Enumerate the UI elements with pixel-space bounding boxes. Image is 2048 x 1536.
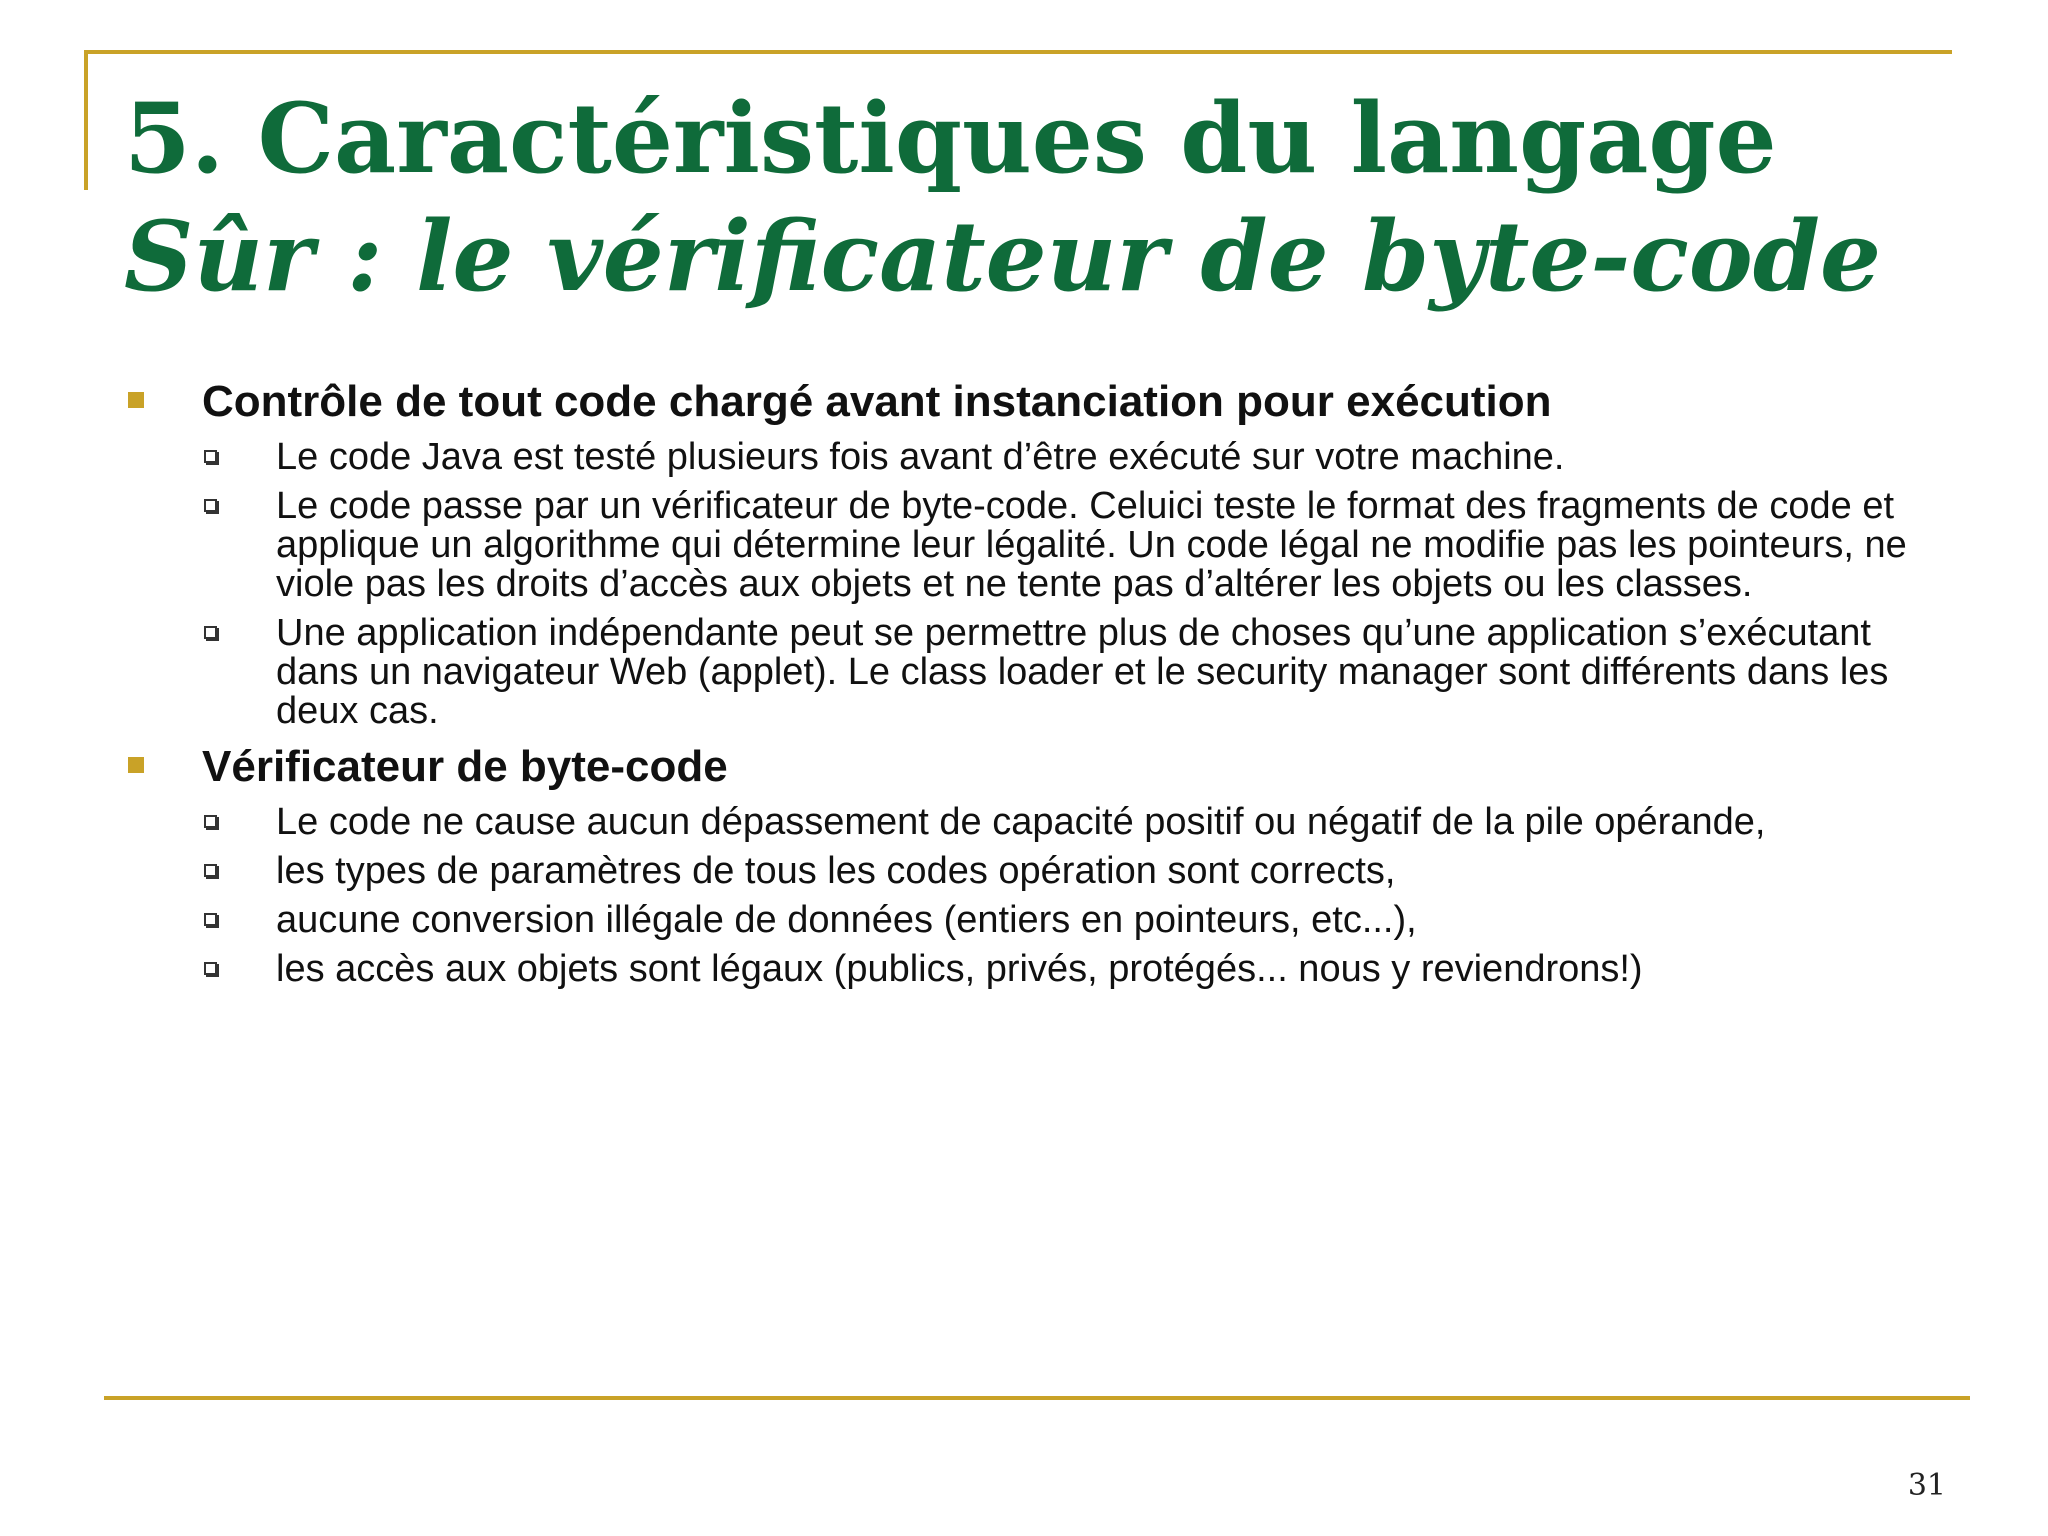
box-bullet-icon [204,450,217,463]
slide-content [124,372,1954,989]
top-border-line [84,50,1952,54]
list-item [124,852,1954,891]
bottom-border-line [104,1396,1970,1400]
list-item-text: les accès aux objets sont légaux (publics, privés, protégés... nous y reviendrons!) [276,948,1643,990]
list-item-text: les types de paramètres de tous les codes opération sont corrects, [276,850,1396,892]
list-item-text: Le code passe par un vérificateur de byte-code. Celuici teste le format des fragments de code et applique un algorithme qui détermine leur légalité. Un code légal ne modifie pas les pointeurs, ne viole pas les droits d’accès aux objets et ne tente pas d’altérer les objets ou les classes. [276,485,1907,605]
list-item-text: Une application indépendante peut se permettre plus de choses qu’une application s’exécutant dans un navigateur Web (applet). Le class loader et le security manager sont différents dans les deux cas. [276,612,1889,732]
page-number: 31 [1907,1468,1946,1503]
list-item-text: aucune conversion illégale de données (entiers en pointeurs, etc...), [276,899,1417,941]
list-item [124,950,1954,989]
left-border-line [84,50,88,190]
section-heading-text: Vérificateur de byte-code [202,742,728,791]
box-bullet-icon [204,815,217,828]
square-bullet-icon [128,392,144,408]
box-bullet-icon [204,499,217,512]
list-item [124,803,1954,842]
section-heading [124,741,1954,793]
box-bullet-icon [204,962,217,975]
list-item [124,487,1954,604]
title-main: 5. Caractéristiques du langage [124,82,1777,195]
title-subtitle: Sûr : le vérificateur de byte-code [124,200,1882,313]
section-heading-text: Contrôle de tout code chargé avant instanciation pour exécution [202,377,1552,426]
box-bullet-icon [204,626,217,639]
box-bullet-icon [204,913,217,926]
list-item [124,901,1954,940]
square-bullet-icon [128,757,144,773]
section-heading [124,376,1954,428]
list-item-text: Le code ne cause aucun dépassement de capacité positif ou négatif de la pile opérande, [276,801,1766,843]
slide-title [124,80,1924,316]
box-bullet-icon [204,864,217,877]
list-item [124,438,1954,477]
list-item-text: Le code Java est testé plusieurs fois avant d’être exécuté sur votre machine. [276,436,1565,478]
list-item [124,614,1954,731]
